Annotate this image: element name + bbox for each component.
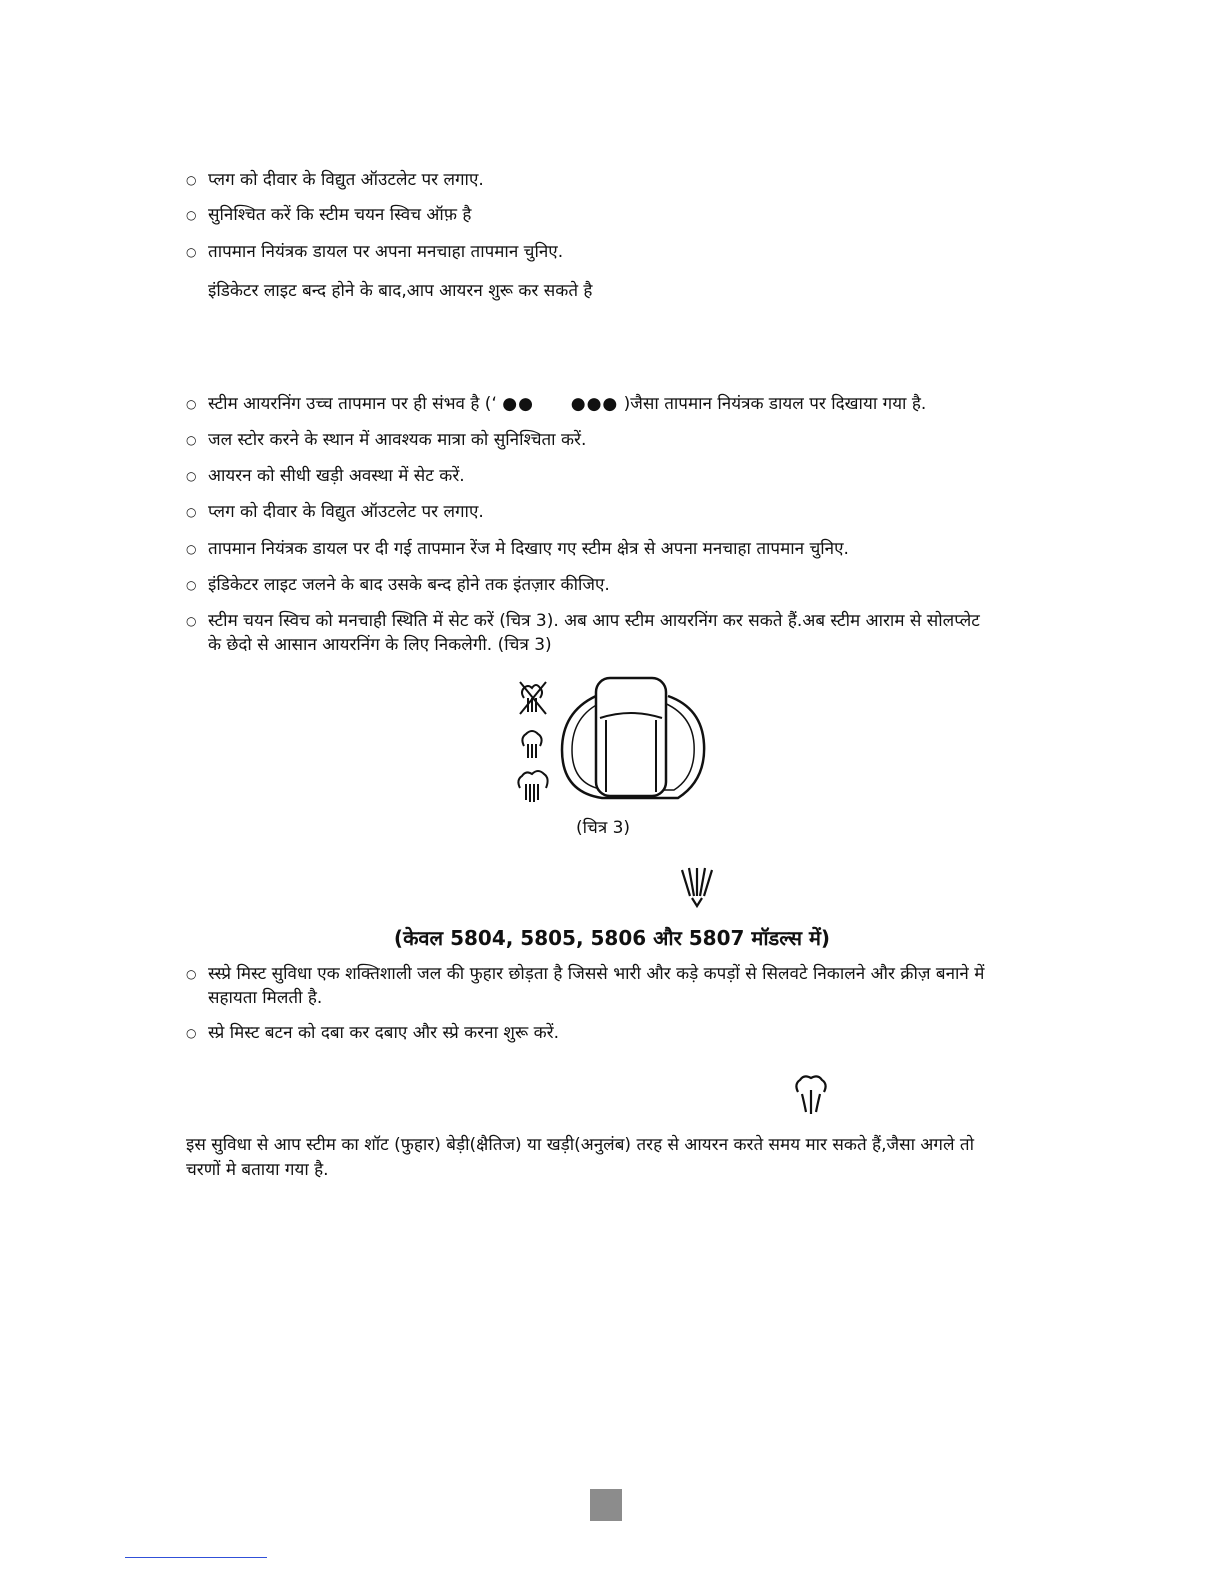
bullet-marker: ○	[186, 578, 197, 592]
figure-caption: (चित्र 3)	[576, 818, 631, 838]
low-steam-icon	[522, 731, 541, 758]
note-text: इंडिकेटर लाइट बन्द होने के बाद,आप आयरन शुरू कर सकते है	[208, 281, 593, 301]
bullet-marker: ○	[186, 208, 197, 222]
bullet-marker: ○	[186, 433, 197, 447]
list-item: स्प्रे मिस्ट बटन को दबा कर दबाए और स्प्रे करना शुरू करें.	[208, 1023, 559, 1043]
list-item: प्लग को दीवार के विद्युत ऑउटलेट पर लगाए.	[208, 502, 484, 522]
paragraph-line: चरणों मे बताया गया है.	[186, 1160, 329, 1180]
no-steam-icon	[520, 682, 546, 714]
list-item: आयरन को सीधी खड़ी अवस्था में सेट करें.	[208, 466, 465, 486]
temperature-dots-icon: ●●	[502, 394, 534, 414]
bullet-marker: ○	[186, 505, 197, 519]
selector-knob	[562, 678, 704, 798]
steam-shot-icon	[790, 1072, 832, 1118]
footer-line	[125, 1557, 267, 1558]
bullet-marker: ○	[186, 967, 197, 981]
high-steam-icon	[518, 771, 547, 802]
models-heading: (केवल 5804, 5805, 5806 और 5807 मॉडल्स में)	[393, 926, 831, 950]
bullet-marker: ○	[186, 542, 197, 556]
list-item-text: )जैसा तापमान नियंत्रक डायल पर दिखाया गया है.	[623, 394, 927, 414]
list-item: तापमान नियंत्रक डायल पर दी गई तापमान रेंज मे दिखाए गए स्टीम क्षेत्र से अपना मनचाहा तापमान चुनिए.	[208, 539, 849, 559]
list-item-continuation: के छेदो से आसान आयरनिंग के लिए निकलेगी. (चित्र 3)	[208, 635, 552, 655]
temperature-dots-icon: ●●●	[570, 394, 619, 414]
list-item: स्टीम चयन स्विच को मनचाही स्थिति में सेट करें (चित्र 3). अब आप स्टीम आयरनिंग कर सकते हैं.अब स्टीम आराम से सोलप्लेट	[208, 611, 980, 631]
bullet-marker: ○	[186, 614, 197, 628]
bullet-marker: ○	[186, 469, 197, 483]
paragraph-line: इस सुविधा से आप स्टीम का शॉट (फुहार) बेड़ी(क्षैतिज) या खड़ी(अनुलंब) तरह से आयरन करते समय मार सकते हैं,जैसा अगले तो	[186, 1135, 974, 1155]
list-item: सुनिश्चित करें कि स्टीम चयन स्विच ऑफ़ है	[208, 205, 472, 225]
list-item-text: स्टीम आयरनिंग उच्च तापमान पर ही संभव है (‘	[208, 394, 497, 414]
bullet-marker: ○	[186, 397, 197, 411]
list-item: प्लग को दीवार के विद्युत ऑउटलेट पर लगाए.	[208, 170, 484, 190]
spray-icon	[676, 866, 718, 910]
bullet-marker: ○	[186, 245, 197, 259]
list-item: तापमान नियंत्रक डायल पर अपना मनचाहा तापमान चुनिए.	[208, 242, 564, 262]
list-item: इंडिकेटर लाइट जलने के बाद उसके बन्द होने तक इंतज़ार कीजिए.	[208, 575, 610, 595]
bullet-marker: ○	[186, 173, 197, 187]
list-item: स्स्प्रे मिस्ट सुविधा एक शक्तिशाली जल की फुहार छोड़ता है जिससे भारी और कड़े कपड़ों से सिलवटे निकालने और क्रीज़ बनाने में	[208, 964, 985, 984]
list-item	[208, 392, 926, 416]
list-item-continuation: सहायता मिलती है.	[208, 988, 323, 1008]
page-number-box	[590, 1489, 622, 1521]
steam-selector-figure	[510, 672, 720, 812]
list-item: जल स्टोर करने के स्थान में आवश्यक मात्रा को सुनिश्चिता करें.	[208, 430, 587, 450]
bullet-marker: ○	[186, 1026, 197, 1040]
